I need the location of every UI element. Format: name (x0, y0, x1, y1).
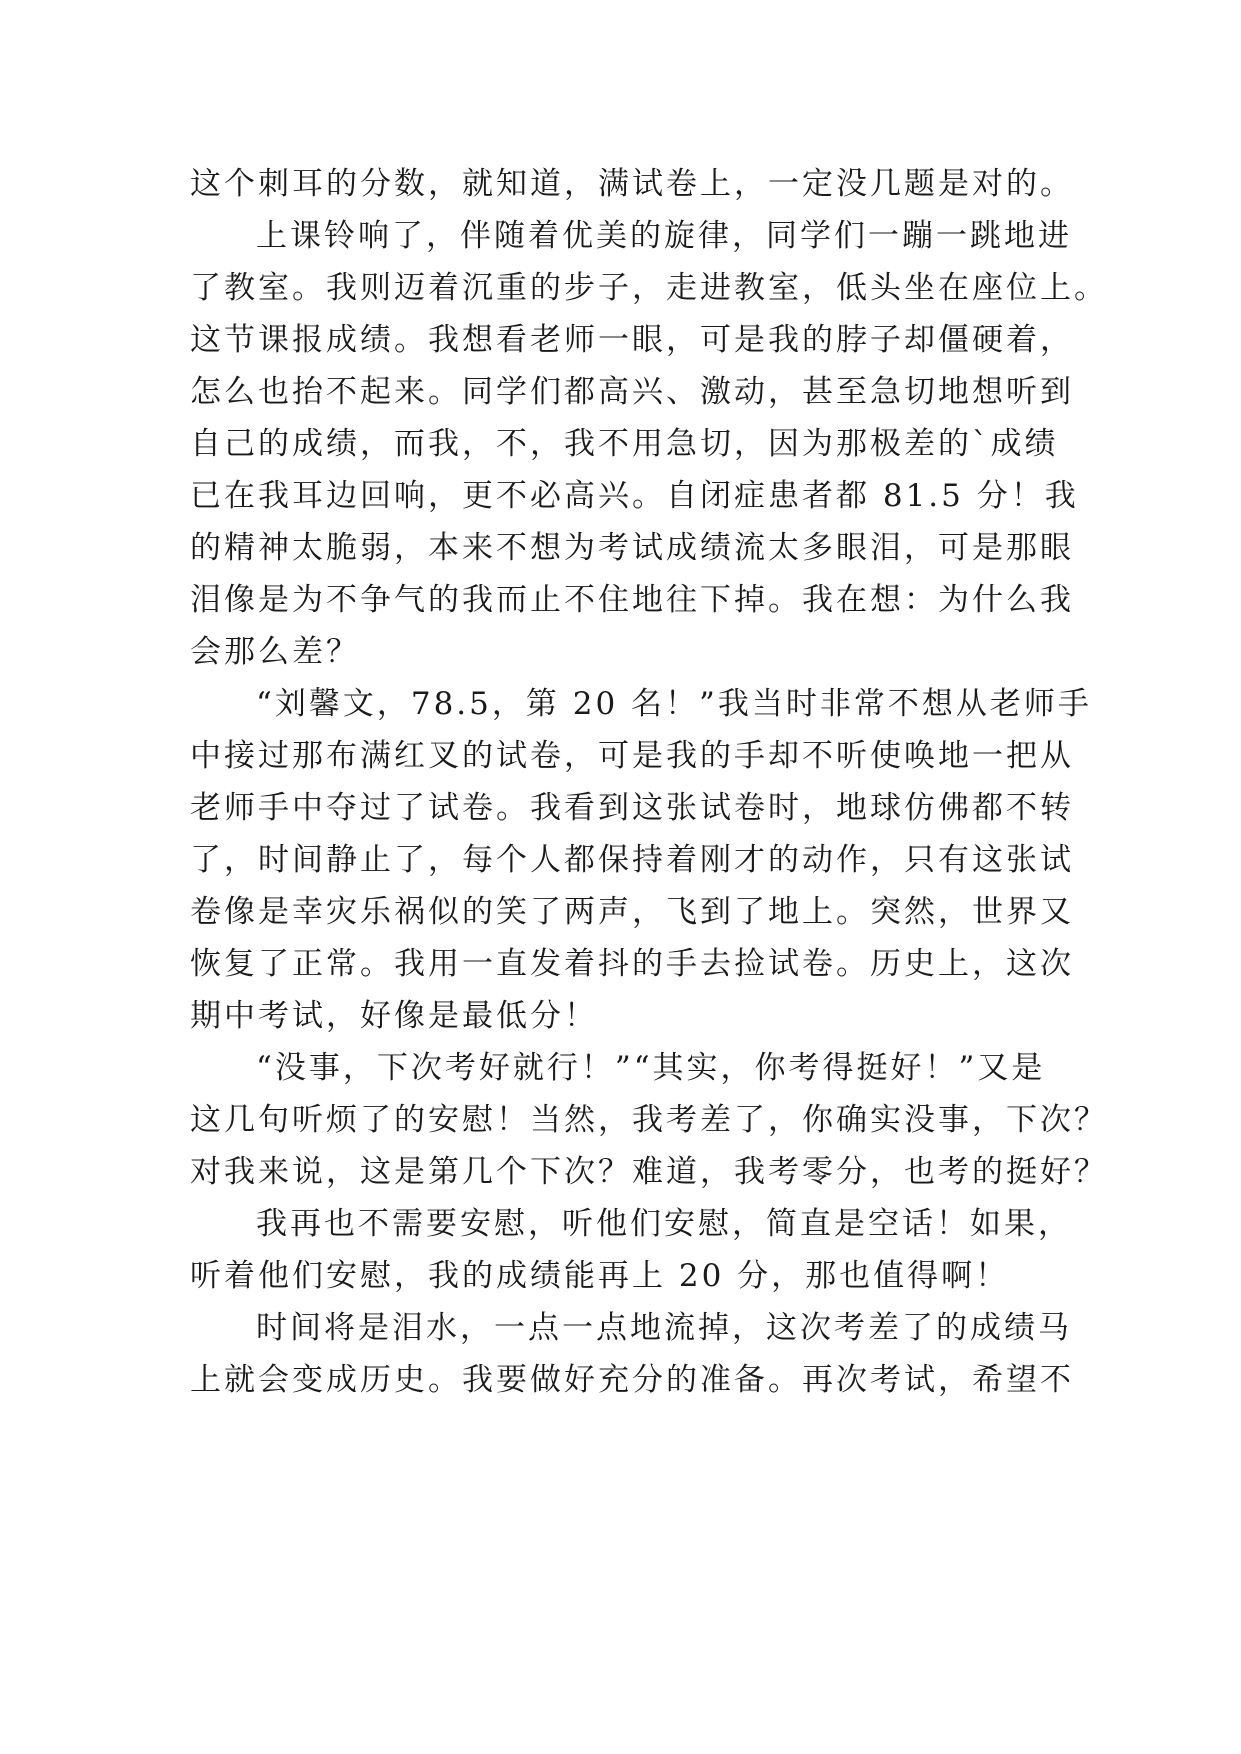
text-line: 了，时间静止了，每个人都保持着刚才的动作，只有这张试 (190, 842, 1074, 878)
document-body (190, 158, 1108, 1406)
text-line: 时间将是泪水，一点一点地流掉，这次考差了的成绩马 (256, 1310, 1072, 1346)
text-line: 的精神太脆弱，本来不想为考试成绩流太多眼泪，可是那眼 (190, 530, 1074, 566)
text-line: 上课铃响了，伴随着优美的旋律，同学们一蹦一跳地进 (256, 218, 1072, 254)
text-line: 卷像是幸灾乐祸似的笑了两声，飞到了地上。突然，世界又 (190, 894, 1074, 930)
text-line: 老师手中夺过了试卷。我看到这张试卷时，地球仿佛都不转 (190, 790, 1074, 826)
text-line: “刘馨文，78.5，第 20 名！”我当时非常不想从老师手 (256, 686, 1092, 722)
text-line: 对我来说，这是第几个下次？难道，我考零分，也考的挺好？ (190, 1154, 1108, 1190)
text-line: 怎么也抬不起来。同学们都高兴、激动，甚至急切地想听到 (190, 374, 1074, 410)
text-line: 恢复了正常。我用一直发着抖的手去捡试卷。历史上，这次 (190, 946, 1074, 982)
text-line: 已在我耳边回响，更不必高兴。自闭症患者都 81.5 分！我 (190, 478, 1079, 514)
text-line: 了教室。我则迈着沉重的步子，走进教室，低头坐在座位上。 (190, 270, 1108, 306)
text-line: 这个刺耳的分数，就知道，满试卷上，一定没几题是对的。 (190, 166, 1074, 202)
text-line: 上就会变成历史。我要做好充分的准备。再次考试，希望不 (190, 1362, 1074, 1398)
text-line: 自己的成绩，而我，不，我不用急切，因为那极差的`成绩 (190, 426, 1059, 462)
text-line: “没事，下次考好就行！”“其实，你考得挺好！”又是 (256, 1050, 1046, 1086)
text-line: 我再也不需要安慰，听他们安慰，简直是空话！如果， (256, 1206, 1072, 1242)
text-line: 这几句听烦了的安慰！当然，我考差了，你确实没事，下次？ (190, 1102, 1108, 1138)
text-line: 会那么差？ (190, 634, 360, 670)
text-line: 听着他们安慰，我的成绩能再上 20 分，那也值得啊！ (190, 1258, 1010, 1294)
text-line: 期中考试，好像是最低分！ (190, 998, 598, 1034)
text-line: 中接过那布满红叉的试卷，可是我的手却不听使唤地一把从 (190, 738, 1074, 774)
text-line: 泪像是为不争气的我而止不住地往下掉。我在想：为什么我 (190, 582, 1074, 618)
text-line: 这节课报成绩。我想看老师一眼，可是我的脖子却僵硬着， (190, 322, 1074, 358)
